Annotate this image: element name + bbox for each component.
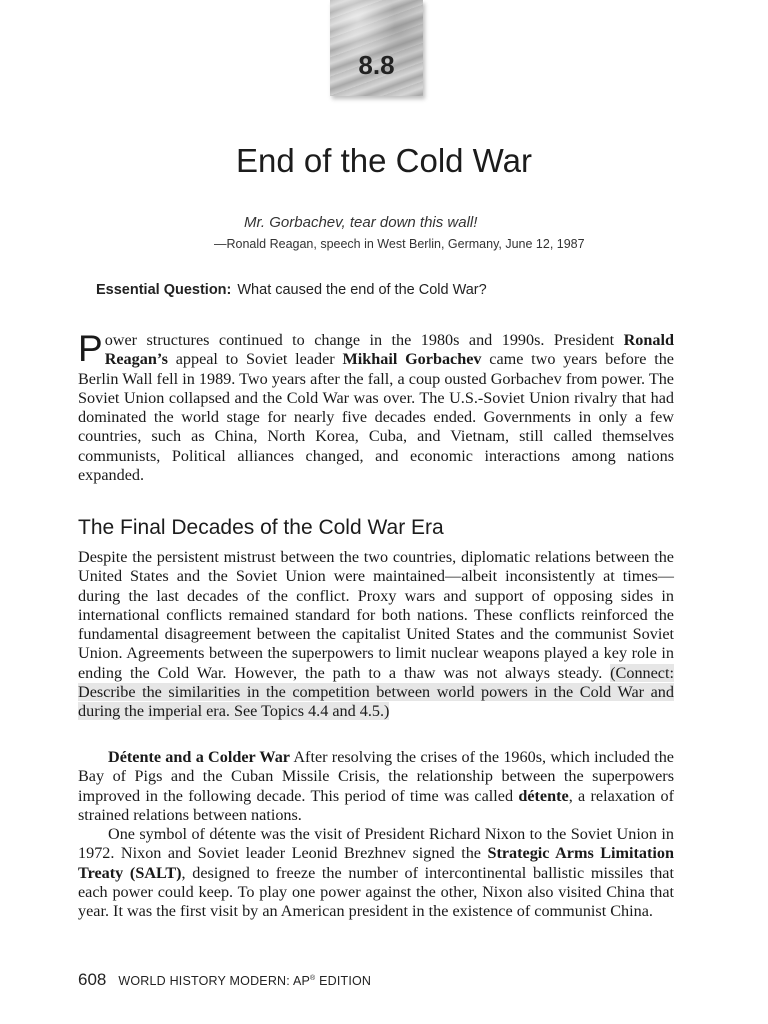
epigraph-attribution: —Ronald Reagan, speech in West Berlin, Germany, June 12, 1987 [214, 237, 585, 251]
detente-text-1: After resolving the crises of the 1960s, which included the Bay of Pigs and the Cuban Missile Crisis, the relationship between the superpowers improved in the following decade. This period of time was called [78, 748, 674, 805]
detente-paragraph [78, 748, 674, 825]
intro-text-2: appeal to Soviet leader [167, 350, 343, 369]
page-number: 608 [78, 970, 107, 989]
section-number: 8.8 [358, 50, 395, 80]
book-edition: EDITION [315, 974, 372, 988]
intro-text-1: ower structures continued to change in the 1980s and 1990s. President [104, 331, 624, 349]
section1-text: Despite the persistent mistrust between the two countries, diplomatic relations between the United States and the Soviet Union were maintained—albeit inconsistently at times—during the last decades of the conflict. Proxy wars and support of opposing sides in international conflicts remained standard for both nations. These conflicts reinforced the fundamental disagreement between the capitalist United States and the communist Soviet Union. Agreements between the superpowers to limit nuclear weapons played a key role in ending the Cold War. However, the path to a thaw was not always steady. [78, 548, 674, 682]
essential-question-label: Essential Question: [96, 282, 232, 298]
essential-question [96, 282, 487, 298]
intro-term-reagan: Ronald Reagan’s [104, 331, 674, 369]
registered-mark: ® [310, 974, 316, 982]
connect-prompt: (Connect: Describe the similarities in the competition between world powers in the Cold War and during the imperial era. See Topics 4.4 and 4.5.) [78, 663, 674, 721]
epigraph-quote: Mr. Gorbachev, tear down this wall! [244, 214, 478, 231]
intro-text-3: came two years before the Berlin Wall fell in 1989. Two years after the fall, a coup ousted Gorbachev from power. The Soviet Union collapsed and the Cold War was over. The U.S.-Soviet Union rivalry that had dominated the world stage for nearly five decades ended. Governments in only a few countries, such as China, North Korea, Cuba, and Vietnam, still called themselves communists, Political alliances changed, and economic interactions among nations expanded. [78, 350, 674, 485]
essential-question-text: What caused the end of the Cold War? [237, 282, 487, 298]
section-heading: The Final Decades of the Cold War Era [78, 516, 444, 539]
intro-paragraph [78, 328, 674, 485]
section-number-tab [330, 0, 423, 96]
page-title: End of the Cold War [236, 142, 532, 179]
section2-paragraphs [78, 748, 674, 922]
salt-paragraph [78, 825, 674, 921]
detente-text-2: , a relaxation of strained relations between nations. [78, 786, 674, 824]
term-salt: Strategic Arms Limitation Treaty (SALT) [78, 844, 674, 882]
salt-text-2: , designed to freeze the number of intercontinental ballistic missiles that each power could keep. To play one power against the other, Nixon also visited China that year. It was the first visit by an American president in the existence of communist China. [78, 863, 674, 921]
section1-paragraph [78, 548, 674, 722]
intro-term-gorbachev: Mikhail Gorbachev [342, 350, 482, 369]
salt-text-1: One symbol of détente was the visit of President Richard Nixon to the Soviet Union in 1972. Nixon and Soviet leader Leonid Brezhnev signed the [78, 825, 674, 863]
page-footer [78, 970, 371, 990]
subheading-detente: Détente and a Colder War [108, 748, 290, 766]
drop-cap: P [78, 328, 103, 369]
term-detente: détente [518, 786, 569, 805]
book-title-text: WORLD HISTORY MODERN: AP [118, 974, 311, 988]
book-title [118, 974, 371, 988]
